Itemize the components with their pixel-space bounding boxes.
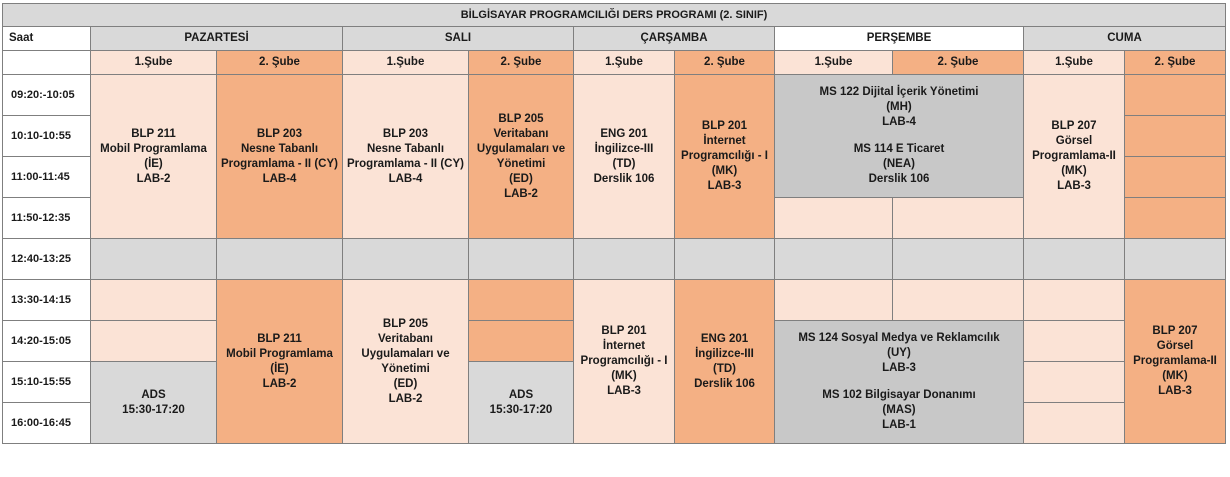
time-slot-5: 12:40-13:25	[3, 239, 91, 280]
course-line: Veritabanı	[378, 332, 433, 345]
elective-b-line: (NEA)	[883, 158, 915, 170]
course-fri-2-blp207	[1125, 280, 1226, 444]
time-slot-4: 11:50-12:35	[3, 198, 91, 239]
course-line: Programlama - II (CY)	[221, 157, 338, 170]
course-line: BLP 205	[498, 112, 544, 125]
course-line: Yönetimi	[496, 157, 546, 170]
empty-fri-1-slot-7	[1024, 321, 1125, 362]
section-header-wed-1: 1.Şube	[574, 51, 675, 75]
course-tue-1-blp203	[343, 75, 469, 239]
course-line: LAB-2	[388, 392, 423, 405]
course-line: LAB-3	[607, 385, 641, 397]
empty-fri-2-slot-1	[1125, 75, 1226, 116]
course-fri-1-blp207	[1024, 75, 1125, 239]
break-cell	[343, 239, 469, 280]
section-header-tue-1: 1.Şube	[343, 51, 469, 75]
course-line: BLP 201	[601, 325, 647, 337]
empty-fri-1-slot-9	[1024, 403, 1125, 444]
elective-a-line: (MH)	[886, 101, 912, 113]
course-line: (İE)	[144, 157, 163, 170]
course-line: Veritabanı	[493, 127, 549, 140]
section-header-tue-2: 2. Şube	[469, 51, 574, 75]
section-header-fri-1: 1.Şube	[1024, 51, 1125, 75]
break-cell	[1125, 239, 1226, 280]
elective-a-line: LAB-4	[882, 116, 916, 128]
course-line: LAB-3	[1158, 385, 1192, 397]
course-mon-2-blp203	[217, 75, 343, 239]
time-column-header: Saat	[3, 27, 91, 51]
section-header-thu-1: 1.Şube	[775, 51, 893, 75]
course-line: (ED)	[393, 377, 418, 390]
empty-fri-2-slot-4	[1125, 198, 1226, 239]
course-line: Derslik 106	[694, 377, 755, 390]
break-cell	[574, 239, 675, 280]
course-thu-electives-am	[775, 75, 1024, 198]
elective-b-line: Derslik 106	[868, 173, 930, 185]
course-line: LAB-3	[1057, 180, 1091, 192]
elective-b-line: LAB-1	[882, 419, 916, 431]
course-thu-electives-pm	[775, 321, 1024, 444]
course-line: LAB-4	[388, 172, 423, 185]
course-line: Programcılığı - I	[681, 150, 768, 162]
empty-fri-1-slot-6	[1024, 280, 1125, 321]
course-line: LAB-3	[707, 180, 742, 192]
time-subheader-blank	[3, 51, 91, 75]
day-header-monday: PAZARTESİ	[91, 27, 343, 51]
course-line: İngilizce-III	[695, 347, 754, 360]
empty-thu-1-slot-4	[775, 198, 893, 239]
time-slot-9: 16:00-16:45	[3, 403, 91, 444]
course-line: BLP 207	[1152, 325, 1198, 337]
empty-fri-1-slot-8	[1024, 362, 1125, 403]
elective-b-line: MS 102 Bilgisayar Donanımı	[822, 389, 976, 401]
course-line: Görsel	[1055, 135, 1093, 147]
section-header-wed-2: 2. Şube	[675, 51, 775, 75]
course-line: (TD)	[713, 362, 736, 375]
course-line: BLP 201	[701, 120, 748, 132]
course-line: Yönetimi	[381, 362, 430, 375]
course-line: Mobil Programlama	[226, 347, 333, 360]
course-line: LAB-2	[136, 172, 171, 185]
course-line: LAB-2	[504, 187, 538, 200]
course-line: 15:30-17:20	[122, 403, 185, 416]
course-line: Nesne Tabanlı	[366, 142, 445, 155]
course-mon-1-blp211	[91, 75, 217, 239]
empty-mon-1-slot-6	[91, 280, 217, 321]
elective-a-line: MS 124 Sosyal Medya ve Reklamcılık	[798, 332, 1000, 344]
empty-fri-2-slot-3	[1125, 157, 1226, 198]
course-line: ENG 201	[700, 332, 749, 345]
day-header-thursday: PERŞEMBE	[775, 27, 1024, 51]
time-slot-8: 15:10-15:55	[3, 362, 91, 403]
break-cell	[1024, 239, 1125, 280]
course-line: Derslik 106	[593, 172, 655, 185]
course-line: (MK)	[711, 165, 738, 177]
course-line: (TD)	[612, 157, 636, 170]
empty-thu-2-slot-6	[893, 280, 1024, 321]
course-wed-1-eng201	[574, 75, 675, 239]
elective-a-line: MS 122 Dijital İçerik Yönetimi	[819, 86, 979, 98]
course-line: Programlama - II (CY)	[347, 157, 464, 170]
course-line: (MK)	[611, 370, 637, 382]
course-wed-2-blp201	[675, 75, 775, 239]
course-line: (ED)	[509, 172, 533, 185]
course-line: BLP 211	[257, 332, 302, 345]
empty-thu-1-slot-6	[775, 280, 893, 321]
schedule-table	[2, 3, 1226, 444]
empty-tue-2-slot-7	[469, 321, 574, 362]
course-tue-1-blp205	[343, 280, 469, 444]
course-line: ADS	[141, 388, 166, 401]
day-header-friday: CUMA	[1024, 27, 1226, 51]
section-header-mon-1: 1.Şube	[91, 51, 217, 75]
course-line: (MK)	[1162, 370, 1188, 382]
break-cell	[217, 239, 343, 280]
course-line: BLP 211	[131, 127, 176, 140]
time-slot-7: 14:20-15:05	[3, 321, 91, 362]
section-header-thu-2: 2. Şube	[893, 51, 1024, 75]
time-slot-2: 10:10-10:55	[3, 116, 91, 157]
ads-tue-2	[469, 362, 574, 444]
course-line: (İE)	[270, 362, 289, 375]
course-line: 15:30-17:20	[489, 403, 553, 416]
break-cell	[893, 239, 1024, 280]
course-wed-1-blp201	[574, 280, 675, 444]
elective-gap	[775, 130, 1023, 142]
empty-tue-2-slot-6	[469, 280, 574, 321]
course-line: Mobil Programlama	[100, 142, 207, 155]
elective-b-line: (MAS)	[882, 404, 916, 416]
break-cell	[91, 239, 217, 280]
course-line: BLP 203	[382, 127, 429, 140]
course-line: Uygulamaları ve	[361, 347, 450, 360]
course-line: BLP 207	[1051, 120, 1097, 132]
course-line: (MK)	[1061, 165, 1087, 177]
course-line: BLP 205	[382, 317, 429, 330]
day-header-wednesday: ÇARŞAMBA	[574, 27, 775, 51]
course-line: İnternet	[703, 135, 746, 147]
time-slot-6: 13:30-14:15	[3, 280, 91, 321]
course-line: Uygulamaları ve	[476, 142, 566, 155]
ads-mon-1	[91, 362, 217, 444]
break-cell	[775, 239, 893, 280]
course-line: LAB-4	[262, 172, 297, 185]
elective-b-line: MS 114 E Ticaret	[853, 143, 945, 155]
break-cell	[469, 239, 574, 280]
section-header-fri-2: 2. Şube	[1125, 51, 1226, 75]
empty-thu-2-slot-4	[893, 198, 1024, 239]
section-header-mon-2: 2. Şube	[217, 51, 343, 75]
time-slot-1: 09:20:-10:05	[3, 75, 91, 116]
course-tue-2-blp205	[469, 75, 574, 239]
empty-fri-2-slot-2	[1125, 116, 1226, 157]
course-line: Programcılığı - I	[580, 355, 668, 367]
course-line: ADS	[508, 388, 534, 401]
course-line: İngilizce-III	[594, 142, 654, 155]
course-line: Programlama-II	[1032, 150, 1116, 162]
schedule-title: BİLGİSAYAR PROGRAMCILIĞI DERS PROGRAMI (2. SINIF)	[3, 4, 1226, 27]
course-line: İnternet	[602, 340, 646, 352]
elective-a-line: (UY)	[887, 347, 911, 359]
course-line: Görsel	[1156, 340, 1194, 352]
course-line: LAB-2	[262, 377, 297, 390]
empty-mon-1-slot-7	[91, 321, 217, 362]
course-line: BLP 203	[256, 127, 303, 140]
break-cell	[675, 239, 775, 280]
course-wed-2-eng201	[675, 280, 775, 444]
elective-gap	[775, 376, 1023, 388]
course-mon-2-blp211	[217, 280, 343, 444]
course-line: Programlama-II	[1133, 355, 1217, 367]
course-line: Nesne Tabanlı	[240, 142, 319, 155]
course-line: ENG 201	[600, 127, 648, 140]
day-header-tuesday: SALI	[343, 27, 574, 51]
elective-a-line: LAB-3	[882, 362, 916, 374]
time-slot-3: 11:00-11:45	[3, 157, 91, 198]
